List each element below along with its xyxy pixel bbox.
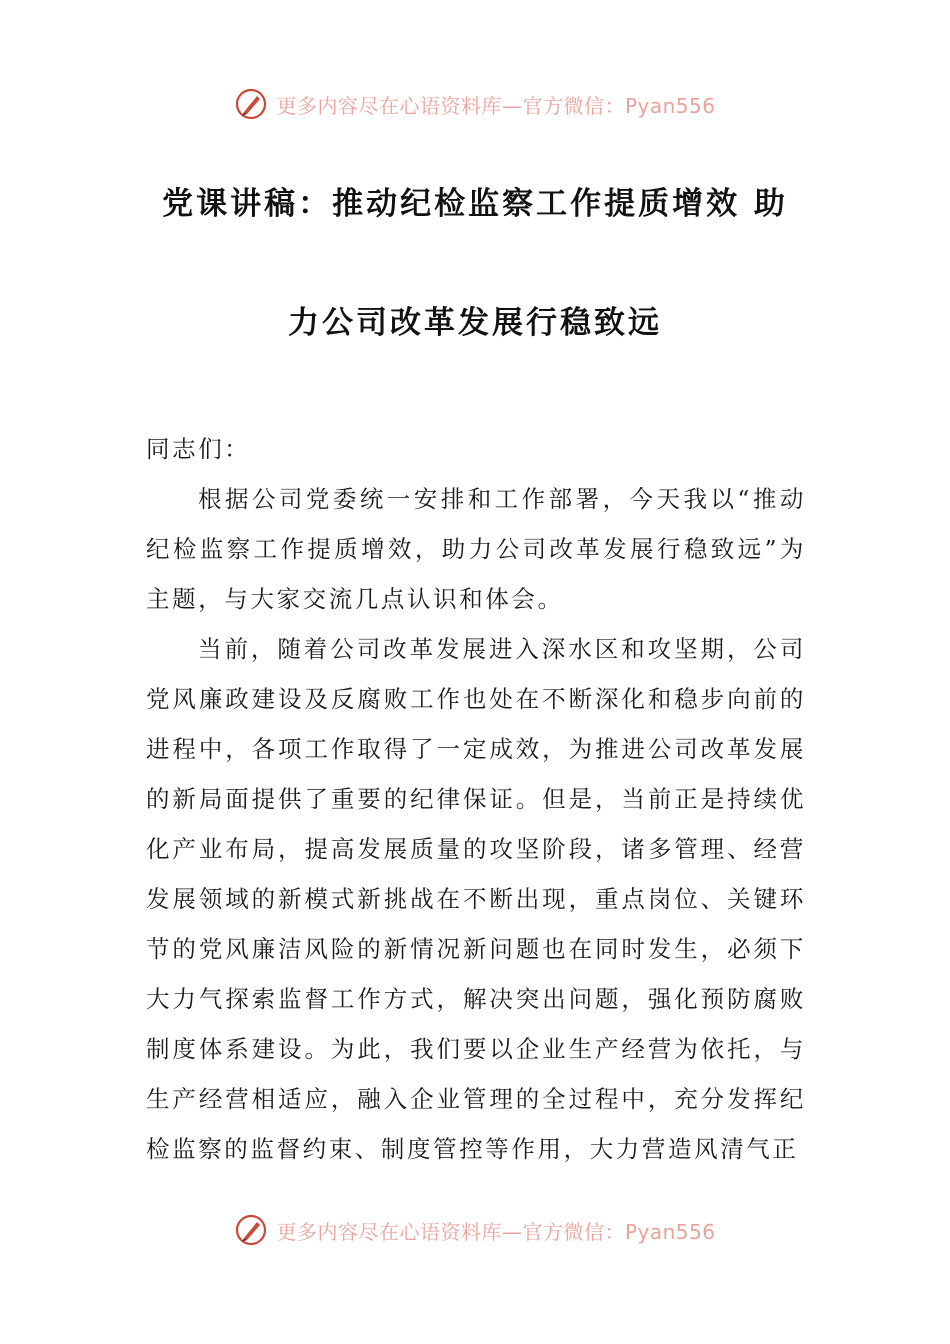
paragraph-1: 根据公司党委统一安排和工作部署，今天我以“推动纪检监察工作提质增效，助力公司改革发展行稳致远”为主题，与大家交流几点认识和体会。 [146, 485, 806, 613]
watermark-text: 更多内容尽在心语资料库—官方微信：Pyan556 [276, 1219, 716, 1244]
document-title-line-2: 力公司改革发展行稳致远 [288, 305, 662, 341]
pen-logo-icon [234, 1213, 268, 1247]
document-title-line-1: 党课讲稿：推动纪检监察工作提质增效 助 [162, 186, 788, 222]
watermark-text: 更多内容尽在心语资料库—官方微信：Pyan556 [276, 93, 716, 118]
footer-watermark [0, 1210, 950, 1250]
header-watermark [0, 84, 950, 124]
pen-logo-icon [234, 87, 268, 121]
salutation: 同志们： [146, 435, 251, 463]
paragraph-2: 当前，随着公司改革发展进入深水区和攻坚期，公司党风廉政建设及反腐败工作也处在不断深化和稳步向前的进程中，各项工作取得了一定成效，为推进公司改革发展的新局面提供了重要的纪律保证。但是，当前正是持续优化产业布局，提高发展质量的攻坚阶段，诸多管理、经营发展领域的新模式新挑战在不断出现，重点岗位、关键环节的党风廉洁风险的新情况新问题也在同时发生，必须下大力气探索监督工作方式，解决突出问题，强化预防腐败制度体系建设。为此，我们要以企业生产经营为依托，与生产经营相适应，融入企业管理的全过程中，充分发挥纪检监察的监督约束、制度管控等作用，大力营造风清气正 [146, 635, 806, 1163]
